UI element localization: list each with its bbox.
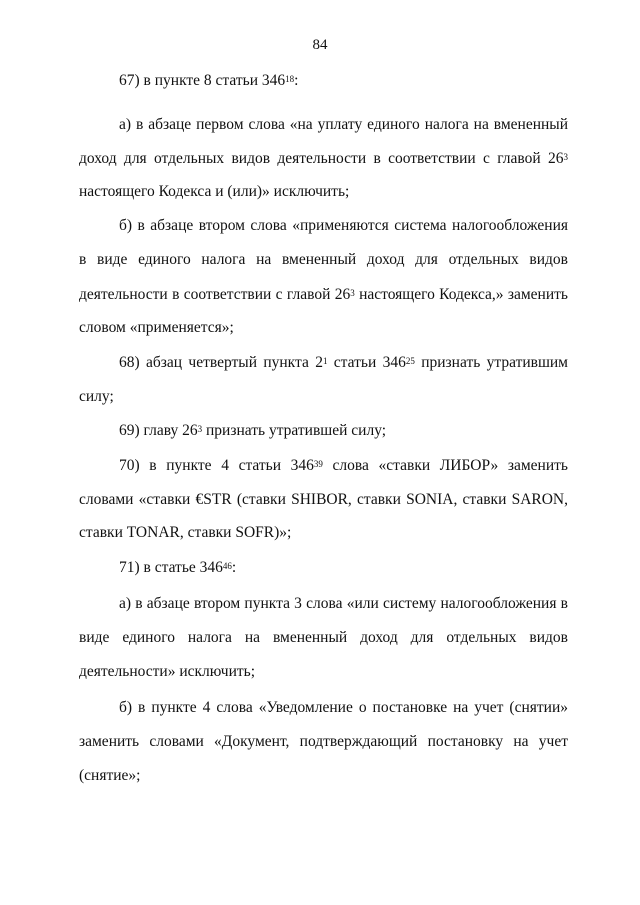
- text-segment: слова «ставки ЛИБОР» заменить: [322, 457, 568, 474]
- superscript: 1: [322, 356, 328, 366]
- superscript: 18: [285, 74, 295, 84]
- item-69: [119, 421, 568, 441]
- item-71-b-line-3: [79, 766, 568, 786]
- superscript: 3: [350, 288, 355, 298]
- item-67-b-line-4: [79, 318, 568, 338]
- text-segment: доход для отдельных видов деятельности в соответствии с главой 26: [79, 150, 564, 167]
- text-segment: :: [231, 559, 237, 576]
- text-segment: статьи 346: [327, 354, 406, 371]
- page-number: 84: [312, 37, 328, 53]
- text-segment: а) в абзаце первом слова «на уплату единого налога на вмененный: [119, 116, 568, 133]
- item-71-a-line-2: [79, 628, 568, 648]
- text-segment: признать утратившим: [414, 354, 568, 371]
- text-segment: ставки TONAR, ставки SOFR)»;: [79, 524, 292, 541]
- text-segment: б) в абзаце втором слова «применяются система налогообложения: [119, 217, 568, 234]
- text-segment: деятельности» исключить;: [79, 663, 256, 680]
- text-segment: признать утратившей силу;: [202, 422, 387, 439]
- item-67-a-line-3: [79, 182, 568, 202]
- item-71-a-line-1: [119, 594, 568, 614]
- item-68-line-2: [79, 387, 568, 407]
- item-70-line-3: [79, 523, 568, 543]
- item-70-line-2: [79, 490, 568, 510]
- item-67-a-line-2: [79, 149, 568, 169]
- superscript: 3: [197, 424, 203, 434]
- text-segment: 70) в пункте 4 статьи 346: [119, 457, 314, 474]
- item-71-b-line-1: [119, 698, 568, 718]
- text-segment: 71) в статье 346: [119, 559, 223, 576]
- text-segment: 69) главу 26: [119, 422, 198, 439]
- text-segment: настоящего Кодекса и (или)» исключить;: [79, 183, 350, 200]
- text-segment: (снятие»;: [79, 767, 141, 784]
- text-segment: 68) абзац четвертый пункта 2: [119, 354, 323, 371]
- item-68-line-1: [119, 353, 568, 373]
- text-segment: в виде единого налога на вмененный доход для отдельных видов: [79, 251, 568, 268]
- superscript: 25: [405, 356, 415, 366]
- text-segment: 67) в пункте 8 статьи 346: [119, 72, 286, 89]
- text-segment: силу;: [79, 388, 114, 405]
- text-segment: деятельности в соответствии с главой 26: [79, 286, 351, 303]
- item-71-a-line-3: [79, 662, 568, 682]
- text-segment: настоящего Кодекса,» заменить: [354, 286, 568, 303]
- text-segment: заменить словами «Документ, подтверждающий постановку на учет: [79, 733, 568, 750]
- item-67-b-line-2: [79, 250, 568, 270]
- text-segment: словом «применяется»;: [79, 319, 234, 336]
- text-segment: б) в пункте 4 слова «Уведомление о постановке на учет (снятии»: [119, 699, 568, 716]
- superscript: 46: [222, 561, 232, 571]
- item-70-line-1: [119, 456, 568, 476]
- item-67-heading: [119, 71, 568, 91]
- item-67-b-line-1: [119, 216, 568, 236]
- item-67-b-line-3: [79, 285, 568, 305]
- item-71-heading: [119, 558, 568, 578]
- text-segment: а) в абзаце втором пункта 3 слова «или систему налогообложения в: [119, 595, 568, 612]
- superscript: 39: [313, 459, 323, 469]
- superscript: 3: [563, 152, 568, 162]
- text-segment: словами «ставки €STR (ставки SHIBOR, ставки SONIA, ставки SARON,: [79, 491, 568, 508]
- text-segment: виде единого налога на вмененный доход для отдельных видов: [79, 629, 568, 646]
- text-segment: :: [294, 72, 299, 89]
- item-67-a-line-1: [119, 115, 568, 135]
- item-71-b-line-2: [79, 732, 568, 752]
